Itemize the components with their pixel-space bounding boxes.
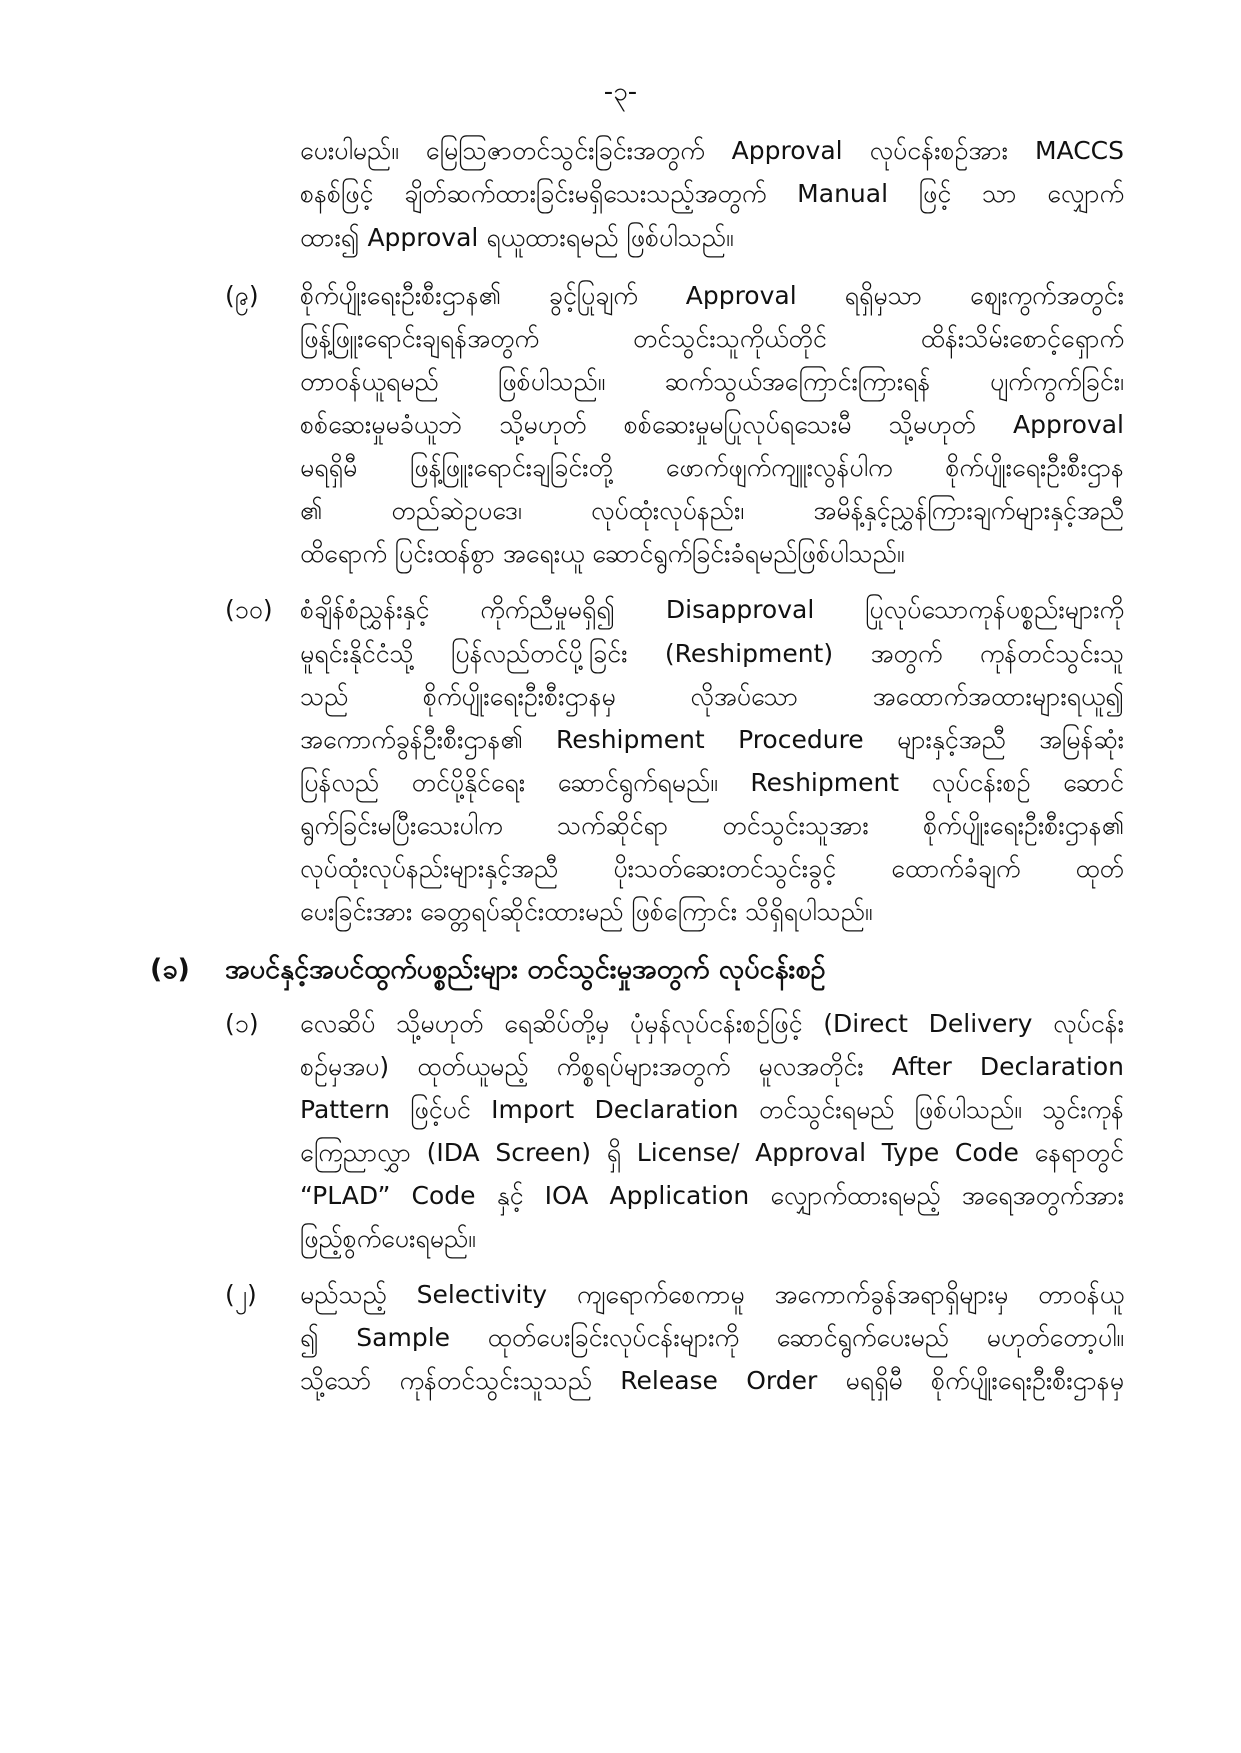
item-marker-1: (၁) [225,1009,259,1038]
item-1-line: ဖြည့်စွက်ပေးရမည်။ [300,1224,476,1253]
item-9-line: ၏ တည်ဆဲဥပဒေ၊ လုပ်ထုံးလုပ်နည်း၊ အမိန့်နှင့်ညွှန်ကြားချက်များနှင့်အညီ [300,496,1124,525]
item-1-line: လေဆိပ် သို့မဟုတ် ရေဆိပ်တို့မှ ပုံမှန်လုပ်ငန်းစဉ်ဖြင့် (Direct Delivery လုပ်ငန်း [300,1009,1124,1038]
paragraph-line: ပေးပါမည်။ မြေဩဇာတင်သွင်းခြင်းအတွက် Approval လုပ်ငန်းစဉ်အား MACCS [300,136,1124,165]
paragraph-line: ထား၍ Approval ရယူထားရမည် ဖြစ်ပါသည်။ [300,223,734,252]
item-1-line: စဉ်မှအပ) ထုတ်ယူမည့် ကိစ္စရပ်များအတွက် မူလအတိုင်း After Declaration [300,1052,1124,1081]
item-1-line: “PLAD” Code နှင့် IOA Application လျှောက်ထားရမည့် အရေအတွက်အား [300,1181,1124,1210]
item-10-line: စံချိန်စံညွှန်းနှင့် ကိုက်ညီမှုမရှိ၍ Disapproval ပြုလုပ်သောကုန်ပစ္စည်းများကို [300,595,1124,624]
item-10-line: အကောက်ခွန်ဦးစီးဌာန၏ Reshipment Procedure များနှင့်အညီ အမြန်ဆုံး [300,725,1124,754]
item-9-line: ထိရောက် ပြင်းထန်စွာ အရေးယူ ဆောင်ရွက်ခြင်းခံရမည်ဖြစ်ပါသည်။ [300,539,905,568]
item-9-line: စစ်ဆေးမှုမခံယူဘဲ သို့မဟုတ် စစ်ဆေးမှုမပြုလုပ်ရသေးမီ သို့မဟုတ် Approval [300,410,1124,439]
item-2-line: မည်သည့် Selectivity ကျရောက်စေကာမူ အကောက်ခွန်အရာရှိများမှ တာဝန်ယူ [300,1280,1124,1309]
item-10-line: ပေးခြင်းအား ခေတ္တရပ်ဆိုင်းထားမည် ဖြစ်ကြောင်း သိရှိရပါသည်။ [300,897,873,926]
item-9-line: စိုက်ပျိုးရေးဦးစီးဌာန၏ ခွင့်ပြုချက် Approval ရရှိမှသာ ဈေးကွက်အတွင်း [300,281,1124,310]
paragraph-line: စနစ်ဖြင့် ချိတ်ဆက်ထားခြင်းမရှိသေးသည့်အတွက် Manual ဖြင့် သာ လျှောက် [300,179,1124,208]
item-10-line: ရွက်ခြင်းမပြီးသေးပါက သက်ဆိုင်ရာ တင်သွင်းသူအား စိုက်ပျိုးရေးဦးစီးဌာန၏ [300,811,1124,840]
item-9-line: ဖြန့်ဖြူးရောင်းချရန်အတွက် တင်သွင်းသူကိုယ်တိုင် ထိန်းသိမ်းစောင့်ရှောက် [300,324,1124,353]
section-marker: (ခ) [150,954,190,985]
page-number: -၃- [603,77,638,107]
item-9-line: တာဝန်ယူရမည် ဖြစ်ပါသည်။ ဆက်သွယ်အကြောင်းကြားရန် ပျက်ကွက်ခြင်း၊ [300,367,1124,396]
item-marker-10: (၁၀) [225,595,273,624]
item-1-line: ကြေညာလွှာ (IDA Screen) ရှိ License/ Approval Type Code နေရာတွင် [300,1138,1124,1167]
item-10-line: သည် စိုက်ပျိုးရေးဦးစီးဌာနမှ လိုအပ်သော အထောက်အထားများရယူ၍ [300,682,1124,711]
item-10-line: ပြန်လည် တင်ပို့နိုင်ရေး ဆောင်ရွက်ရမည်။ Reshipment လုပ်ငန်းစဉ် ဆောင် [300,768,1124,797]
item-9-line: မရရှိမီ ဖြန့်ဖြူးရောင်းချခြင်းတို့ ဖောက်ဖျက်ကျူးလွန်ပါက စိုက်ပျိုးရေးဦးစီးဌာန [300,453,1124,482]
item-2-line: သို့သော် ကုန်တင်သွင်းသူသည် Release Order မရရှိမီ စိုက်ပျိုးရေးဦးစီးဌာနမှ [300,1366,1124,1395]
item-1-line: Pattern ဖြင့်ပင် Import Declaration တင်သွင်းရမည် ဖြစ်ပါသည်။ သွင်းကုန် [300,1095,1124,1124]
item-marker-2: (၂) [225,1280,257,1309]
item-10-line: လုပ်ထုံးလုပ်နည်းများနှင့်အညီ ပိုးသတ်ဆေးတင်သွင်းခွင့် ထောက်ခံချက် ထုတ် [300,854,1124,883]
item-10-line: မူရင်းနိုင်ငံသို့ ပြန်လည်တင်ပို့ခြင်း (Reshipment) အတွက် ကုန်တင်သွင်းသူ [300,639,1124,668]
section-heading: အပင်နှင့်အပင်ထွက်ပစ္စည်းများ တင်သွင်းမှုအတွက် လုပ်ငန်းစဉ် [225,954,826,985]
item-marker-9: (၉) [225,281,259,310]
item-2-line: ၍ Sample ထုတ်ပေးခြင်းလုပ်ငန်းများကို ဆောင်ရွက်ပေးမည် မဟုတ်တော့ပါ။ [300,1323,1124,1352]
